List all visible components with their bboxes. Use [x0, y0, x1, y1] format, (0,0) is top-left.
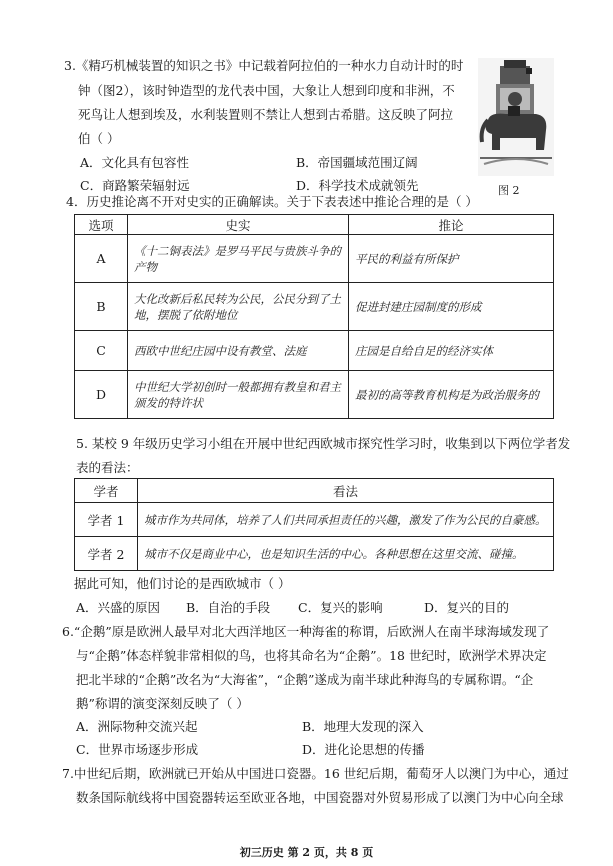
q7-line-1: 7.中世纪后期，欧洲就已开始从中国进口瓷器。16 世纪后期，葡萄牙人以澳门为中心，通过 [62, 766, 569, 781]
q5-table [74, 478, 554, 571]
q5-view-2: 城市不仅是商业中心，也是知识生活的中心。各种思想在这里交流、碰撞。 [138, 537, 554, 571]
q5-stem-line-1: 5. 某校 9 年级历史学习小组在开展中世纪西欧城市探究性学习时，收集到以下两位学者发 [76, 436, 571, 451]
q6-line-4: 鹅”称谓的演变深刻反映了（ ） [76, 696, 249, 711]
q5-view-1: 城市作为共同体，培养了人们共同承担责任的兴趣，激发了作为公民的自豪感。 [138, 503, 554, 537]
q4-row-c-inference: 庄园是自给自足的经济实体 [349, 331, 554, 371]
table-row [75, 371, 554, 419]
q4-row-d-inference: 最初的高等教育机构是为政治服务的 [349, 371, 554, 419]
q4-row-d-option: D [75, 371, 128, 419]
q6-option-d: D．进化论思想的传播 [302, 742, 425, 757]
q5-stem-line-2: 表的看法： [76, 460, 139, 475]
q6-option-b: B．地理大发现的深入 [302, 719, 424, 734]
q4-row-b-fact: 大化改新后私民转为公民，公民分到了土地，摆脱了依附地位 [128, 283, 349, 331]
q3-option-c: C．商路繁荣辐射远 [80, 178, 190, 193]
q3-line-3: 死鸟让人想到埃及，水利装置则不禁让人想到古希腊。这反映了阿拉 [78, 107, 454, 122]
q5-scholar-2: 学者 2 [75, 537, 138, 571]
q3-line-2: 钟（图2），该时钟造型的龙代表中国，大象让人想到印度和非洲，不 [78, 83, 455, 98]
q6-option-a: A．洲际物种交流兴起 [76, 719, 198, 734]
elephant-clock-figure [478, 58, 554, 176]
q4-row-c-option: C [75, 331, 128, 371]
q4-stem: 4．历史推论离不开对史实的正确解读。关于下表表述中推论合理的是（ ） [66, 194, 478, 209]
table-row [75, 537, 554, 571]
q3-line-4: 伯（ ） [78, 131, 120, 146]
q3-option-b: B．帝国疆域范围辽阔 [296, 155, 418, 170]
q4-table [74, 214, 554, 419]
q4-row-c-fact: 西欧中世纪庄园中设有教堂、法庭 [128, 331, 349, 371]
page-footer: 初三历史 第 2 页，共 8 页 [239, 846, 374, 859]
q4-row-d-fact: 中世纪大学初创时一般都拥有教皇和君主颁发的特许状 [128, 371, 349, 419]
q4-row-a-inference: 平民的利益有所保护 [349, 235, 554, 283]
q4-row-a-fact: 《十二铜表法》是罗马平民与贵族斗争的产物 [128, 235, 349, 283]
table-row [75, 331, 554, 371]
table-row [75, 503, 554, 537]
q3-option-a: A．文化具有包容性 [80, 155, 190, 170]
figure-2-caption: 图 2 [498, 184, 520, 197]
q6-line-1: 6.“企鹅”原是欧洲人最早对北大西洋地区一种海雀的称谓，后欧洲人在南半球海域发现了 [62, 624, 550, 639]
q4-row-b-inference: 促进封建庄园制度的形成 [349, 283, 554, 331]
q5-header-view: 看法 [138, 479, 554, 503]
q4-header-option: 选项 [75, 215, 128, 235]
q5-header-scholar: 学者 [75, 479, 138, 503]
q4-header-fact: 史实 [128, 215, 349, 235]
table-row [75, 283, 554, 331]
q5-option-c: C．复兴的影响 [298, 600, 383, 615]
q6-line-2: 与“企鹅”体态样貌非常相似的鸟，也将其命名为“企鹅”。18 世纪时，欧洲学术界决定 [76, 648, 547, 663]
q4-row-a-option: A [75, 235, 128, 283]
q5-option-b: B．自治的手段 [186, 600, 271, 615]
q3-option-d: D．科学技术成就领先 [296, 178, 419, 193]
q5-option-a: A．兴盛的原因 [76, 600, 161, 615]
q5-after: 据此可知，他们讨论的是西欧城市（ ） [74, 576, 291, 591]
table-row [75, 235, 554, 283]
q6-line-3: 把北半球的“企鹅”改名为“大海雀”，“企鹅”遂成为南半球此种海鸟的专属称谓。“企 [76, 672, 534, 687]
q3-line-1: 3.《精巧机械装置的知识之书》中记载着阿拉伯的一种水力自动计时的时 [64, 58, 464, 73]
q5-scholar-1: 学者 1 [75, 503, 138, 537]
q6-option-c: C．世界市场逐步形成 [76, 742, 199, 757]
q5-option-d: D．复兴的目的 [424, 600, 510, 615]
q4-row-b-option: B [75, 283, 128, 331]
q4-header-inference: 推论 [349, 215, 554, 235]
q7-line-2: 数条国际航线将中国瓷器转运至欧亚各地，中国瓷器对外贸易形成了以澳门为中心向全球 [76, 790, 564, 805]
